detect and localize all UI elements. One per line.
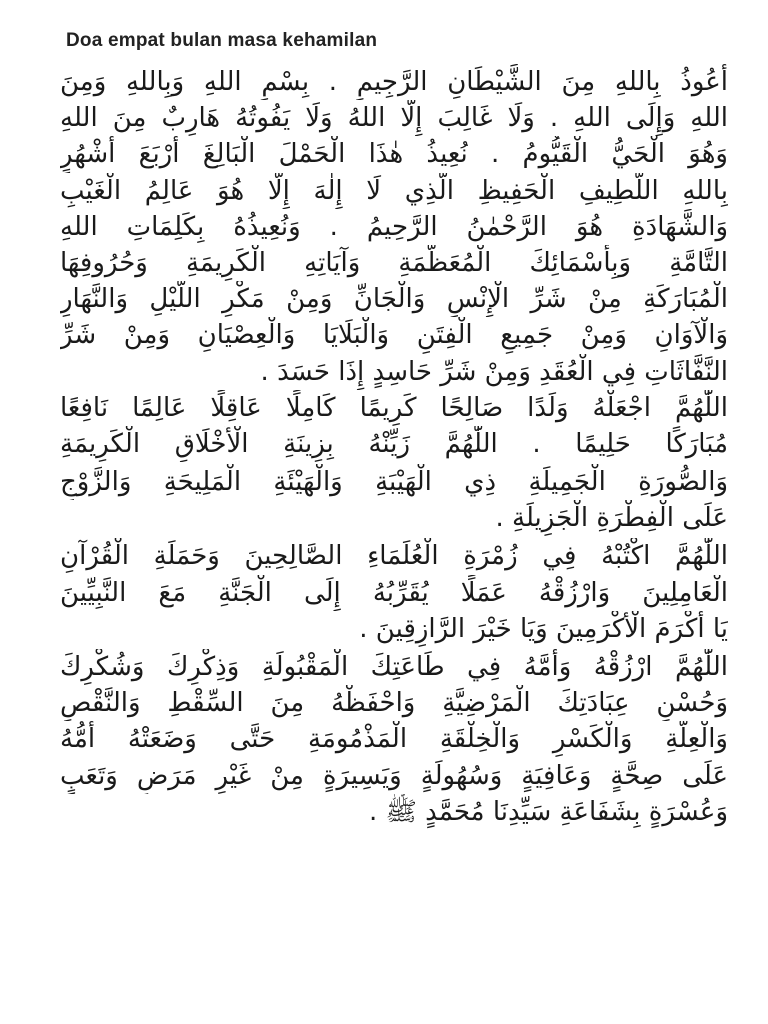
prayer-paragraph-1 bbox=[60, 64, 728, 390]
document-title: Doa empat bulan masa kehamilan bbox=[66, 30, 378, 51]
prayer-line: وَعُسْرَةٍ بِشَفَاعَةِ سَيِّدِنَا مُحَمَّدٍ ﷺ . bbox=[368, 796, 728, 827]
prayer-line: يَا أَكْرَمَ الْأَكْرَمِينَ وَيَا خَيْرَ الرَّازِقِينَ . bbox=[359, 613, 728, 644]
prayer-line: الْمُبَارَكَةِ مِنْ شَرِّ الْإِنْسِ وَالْجَانِّ وَمِنْ مَكْرِ اللَّيْلِ وَالنَّهَارِ bbox=[60, 284, 728, 315]
prayer-line: وَالصُّورَةِ الْجَمِيلَةِ ذِي الْهَيْبَةِ وَالْهَيْئَةِ الْمَلِيحَةِ وَالزَّوْجِ bbox=[60, 467, 728, 498]
prayer-line: عَلَى صِحَّةٍ وَعَافِيَةٍ وَسُهُولَةٍ وَيَسِيرَةٍ مِنْ غَيْرِ مَرَضٍ وَتَعَبٍ bbox=[60, 760, 728, 791]
prayer-line: وَحُسْنِ عِبَادَتِكَ الْمَرْضِيَّةِ وَاحْفَظْهُ مِنَ السِّقْطِ وَالنَّقْصِ bbox=[60, 688, 728, 719]
prayer-paragraph-3 bbox=[60, 538, 728, 647]
prayer-line: بِاللهِ اللَّطِيفِ الْحَفِيظِ الَّذِي لَا إِلٰهَ إِلَّا هُوَ عَالِمُ الْغَيْبِ bbox=[60, 175, 728, 206]
prayer-line: عَلَى الْفِطْرَةِ الْجَزِيلَةِ . bbox=[495, 503, 728, 534]
prayer-line: الْعَامِلِينَ وَارْزُقْهُ عَمَلًا يُقَرِّبُهُ إِلَى الْجَنَّةِ مَعَ النَّبِيِّينَ bbox=[60, 577, 728, 608]
prayer-line: وَالْآوَانِ وَمِنْ جَمِيعِ الْفِتَنِ وَالْبَلَايَا وَالْعِصْيَانِ وَمِنْ شَرِّ bbox=[60, 320, 728, 351]
prayer-line: التَّامَّةِ وَبِأَسْمَائِكَ الْمُعَظَّمَةِ وَآيَاتِهِ الْكَرِيمَةِ وَحُرُوفِهَا bbox=[60, 247, 728, 278]
prayer-line: اللهِ وَإِلَى اللهِ . وَلَا غَالِبَ إِلَّا اللهُ وَلَا يَفُوتُهُ هَارِبٌ مِنَ اللهِ bbox=[60, 103, 728, 134]
prayer-line: أَعُوذُ بِاللهِ مِنَ الشَّيْطَانِ الرَّجِيمِ . بِسْمِ اللهِ وَبِاللهِ وَمِنَ bbox=[60, 67, 728, 97]
prayer-paragraph-2 bbox=[60, 390, 728, 537]
prayer-line: اللّٰهُمَّ اكْتُبْهُ فِي زُمْرَةِ الْعُلَمَاءِ الصَّالِحِينَ وَحَمَلَةِ الْقُرْآنِ bbox=[60, 541, 728, 572]
prayer-line: النَّفَّاثَاتِ فِي الْعُقَدِ وَمِنْ شَرِّ حَاسِدٍ إِذَا حَسَدَ . bbox=[260, 356, 728, 387]
arabic-prayer-text bbox=[60, 64, 728, 830]
prayer-line: وَالشَّهَادَةِ هُوَ الرَّحْمٰنُ الرَّحِيمُ . وَنُعِيذُهُ بِكَلِمَاتِ اللهِ bbox=[60, 211, 728, 242]
prayer-line: مُبَارَكًا حَلِيمًا . اللّٰهُمَّ زَيِّنْهُ بِزِينَةِ الْأَخْلَاقِ الْكَرِيمَةِ bbox=[60, 428, 728, 459]
prayer-line: اللّٰهُمَّ اجْعَلْهُ وَلَدًا صَالِحًا كَرِيمًا كَامِلًا عَاقِلًا عَالِمًا نَافِعًا bbox=[60, 392, 728, 423]
prayer-line: وَالْعِلَّةِ وَالْكَسْرِ وَالْخِلْقَةِ الْمَذْمُومَةِ حَتَّى وَضَعَتْهُ أُمُّهُ bbox=[60, 724, 728, 755]
prayer-paragraph-4 bbox=[60, 649, 728, 830]
prayer-line: وَهُوَ الْحَيُّ الْقَيُّومُ . نُعِيذُ هٰذَا الْحَمْلَ الْبَالِغَ أَرْبَعَ أَشْهُرٍ bbox=[60, 139, 728, 170]
prayer-line: اللّٰهُمَّ ارْزُقْهُ وَأُمَّهُ فِي طَاعَتِكَ الْمَقْبُولَةِ وَذِكْرِكَ وَشُكْرِكَ bbox=[60, 652, 728, 682]
